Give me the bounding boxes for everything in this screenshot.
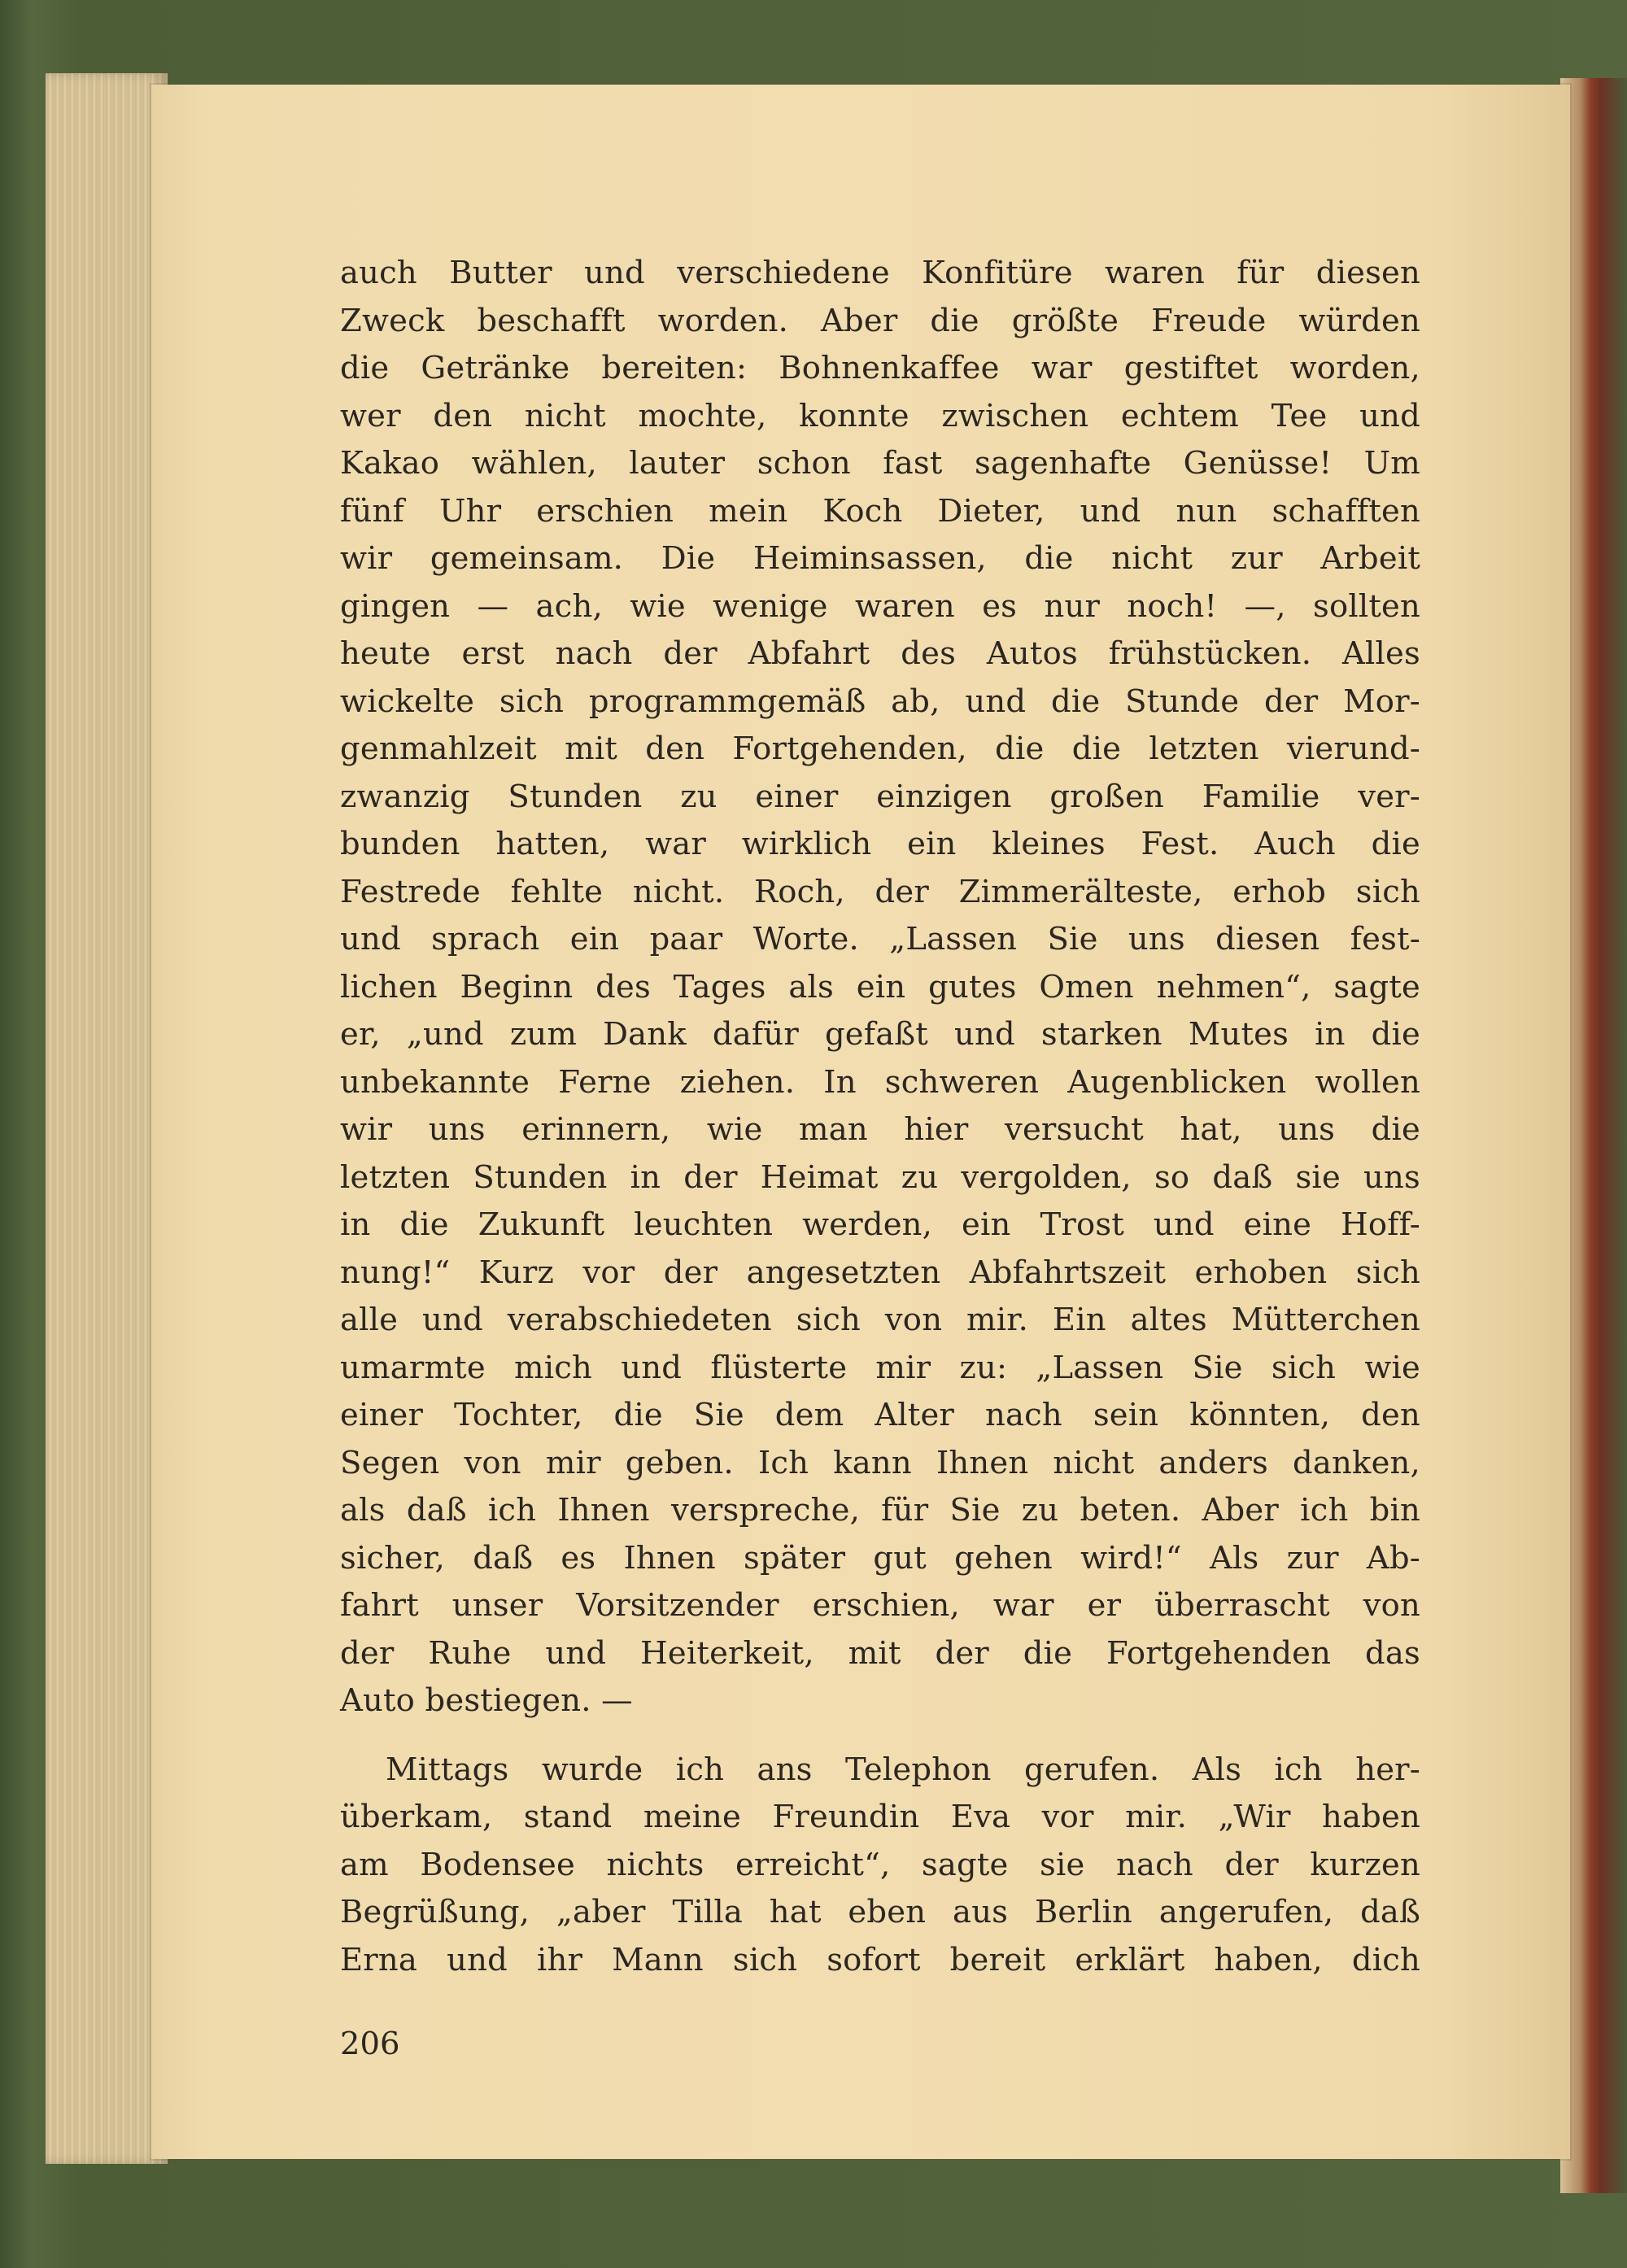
text-line: lichen Beginn des Tages als ein gutes Omen nehmen“, sagte <box>340 968 1420 1005</box>
text-line: zwanzig Stunden zu einer einzigen großen Familie ver- <box>340 778 1420 815</box>
text-line: die Getränke bereiten: Bohnenkaffee war gestiftet worden, <box>340 350 1420 386</box>
body-text <box>340 250 1420 1984</box>
text-line: als daß ich Ihnen verspreche, für Sie zu beten. Aber ich bin <box>340 1492 1420 1529</box>
text-line: sicher, daß es Ihnen später gut gehen wird!“ Als zur Ab- <box>340 1539 1420 1577</box>
text-line: wir uns erinnern, wie man hier versucht hat, uns die <box>340 1111 1420 1148</box>
text-line: überkam, stand meine Freundin Eva vor mir. „Wir haben <box>340 1799 1420 1835</box>
text-line: Erna und ihr Mann sich sofort bereit erklärt haben, dich <box>340 1941 1420 1978</box>
text-line: Auto bestiegen. — <box>340 1682 633 1719</box>
text-line: alle und verabschiedeten sich von mir. Ein altes Mütterchen <box>340 1302 1420 1338</box>
text-line: genmahlzeit mit den Fortgehenden, die die letzten vierund- <box>340 731 1420 767</box>
text-line: er, „und zum Dank dafür gefaßt und starken Mutes in die <box>340 1016 1420 1053</box>
text-line: wer den nicht mochte, konnte zwischen echtem Tee und <box>340 397 1420 434</box>
text-line: Begrüßung, „aber Tilla hat eben aus Berlin angerufen, daß <box>340 1894 1420 1930</box>
text-line: Festrede fehlte nicht. Roch, der Zimmerälteste, erhob sich <box>340 873 1420 910</box>
text-line: unbekannte Ferne ziehen. In schweren Augenblicken wollen <box>340 1063 1420 1101</box>
text-line: und sprach ein paar Worte. „Lassen Sie uns diesen fest- <box>340 921 1420 957</box>
text-line: bunden hatten, war wirklich ein kleines Fest. Auch die <box>340 826 1420 862</box>
facing-page-edge <box>1560 78 1627 2193</box>
text-line: Zweck beschafft worden. Aber die größte Freude würden <box>340 302 1420 339</box>
text-line: einer Tochter, die Sie dem Alter nach sein könnten, den <box>340 1397 1420 1433</box>
text-line: der Ruhe und Heiterkeit, mit der die Fortgehenden das <box>340 1634 1420 1672</box>
text-line: Mittags wurde ich ans Telephon gerufen. Als ich her- <box>386 1751 1420 1788</box>
page-edges-stack <box>46 73 168 2164</box>
text-line: fahrt unser Vorsitzender erschien, war er überrascht von <box>340 1587 1420 1624</box>
text-line: auch Butter und verschiedene Konfitüre waren für diesen <box>340 255 1420 291</box>
text-line: Segen von mir geben. Ich kann Ihnen nicht anders danken, <box>340 1444 1420 1481</box>
text-line: umarmte mich und flüsterte mir zu: „Lassen Sie sich wie <box>340 1349 1420 1386</box>
text-line: wickelte sich programmgemäß ab, und die Stunde der Mor- <box>340 683 1420 720</box>
text-line: letzten Stunden in der Heimat zu vergolden, so daß sie uns <box>340 1158 1420 1196</box>
text-line: in die Zukunft leuchten werden, ein Trost und eine Hoff- <box>340 1206 1420 1243</box>
text-line: wir gemeinsam. Die Heiminsassen, die nicht zur Arbeit <box>340 540 1420 577</box>
text-line: am Bodensee nichts erreicht“, sagte sie nach der kurzen <box>340 1846 1420 1883</box>
paragraph <box>340 250 1420 1725</box>
text-line: gingen — ach, wie wenige waren es nur noch! —, sollten <box>340 587 1420 625</box>
text-line: heute erst nach der Abfahrt des Autos frühstücken. Alles <box>340 635 1420 672</box>
paragraph <box>340 1747 1420 1985</box>
page-number: 206 <box>340 2026 400 2062</box>
text-line: Kakao wählen, lauter schon fast sagenhafte Genüsse! Um <box>340 445 1420 482</box>
text-line: nung!“ Kurz vor der angesetzten Abfahrtszeit erhoben sich <box>340 1254 1420 1291</box>
text-line: fünf Uhr erschien mein Koch Dieter, und nun schafften <box>340 492 1420 530</box>
